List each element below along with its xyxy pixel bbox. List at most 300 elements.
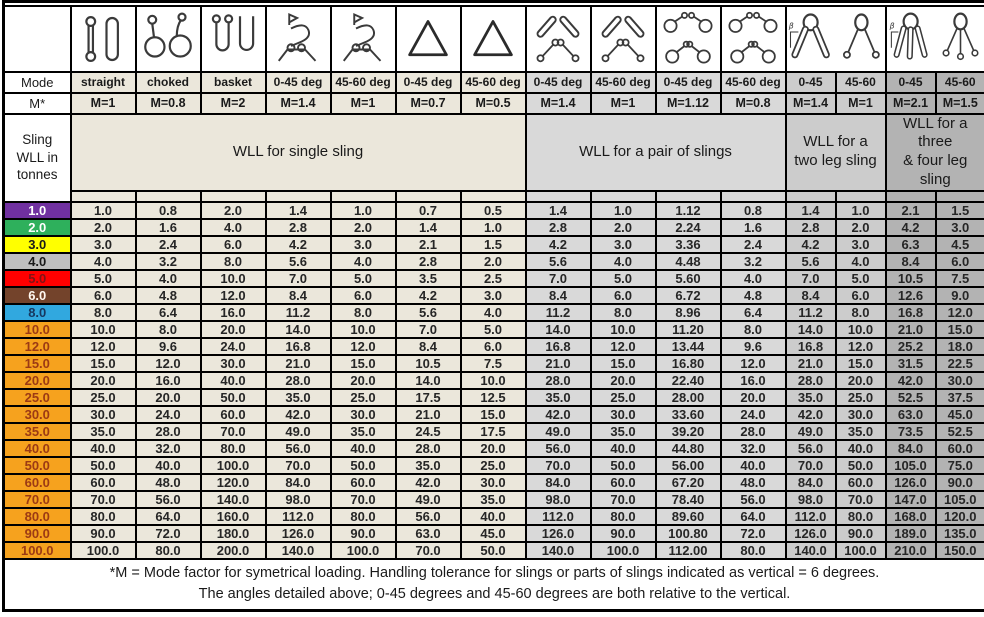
spacer-cell — [656, 191, 721, 202]
wll-value-cell: 5.0 — [591, 270, 656, 287]
wll-value-cell: 5.60 — [656, 270, 721, 287]
m-cell: M=1.4 — [526, 93, 591, 114]
row-wll-label: 25.0 — [4, 389, 71, 406]
wll-value-cell: 112.0 — [786, 508, 836, 525]
mode-cell: 0-45 deg — [656, 72, 721, 93]
mode-cell: 45-60 — [836, 72, 886, 93]
pair-choked-45-60-icon — [725, 9, 781, 69]
wll-value-cell: 35.0 — [266, 389, 331, 406]
spacer-cell — [461, 191, 526, 202]
row-wll-label: 2.0 — [4, 219, 71, 236]
wll-value-cell: 4.0 — [331, 253, 396, 270]
wll-value-cell: 15.0 — [591, 355, 656, 372]
wll-value-cell: 8.96 — [656, 304, 721, 321]
wll-value-cell: 6.0 — [591, 287, 656, 304]
two-leg-sling-cell — [786, 6, 886, 72]
m-cell: M=1 — [591, 93, 656, 114]
wll-value-cell: 140.0 — [201, 491, 266, 508]
wll-value-cell: 44.80 — [656, 440, 721, 457]
row-wll-label: 10.0 — [4, 321, 71, 338]
wll-value-cell: 140.0 — [786, 542, 836, 559]
m-cell: M=0.5 — [461, 93, 526, 114]
wll-value-cell: 180.0 — [201, 525, 266, 542]
wll-value-cell: 15.0 — [71, 355, 136, 372]
wll-value-cell: 7.0 — [396, 321, 461, 338]
wll-value-cell: 40.0 — [136, 457, 201, 474]
mode-cell: 45-60 deg — [721, 72, 786, 93]
mode-row-label: Mode — [4, 72, 71, 93]
wll-value-cell: 100.0 — [331, 542, 396, 559]
wll-value-cell: 2.8 — [786, 219, 836, 236]
wll-value-cell: 63.0 — [886, 406, 936, 423]
wll-value-cell: 56.00 — [656, 457, 721, 474]
wll-value-cell: 105.0 — [936, 491, 984, 508]
wll-value-cell: 49.0 — [526, 423, 591, 440]
wll-value-cell: 40.0 — [591, 440, 656, 457]
corner-cell — [4, 6, 71, 72]
wll-value-cell: 14.0 — [526, 321, 591, 338]
wll-value-cell: 8.4 — [266, 287, 331, 304]
wll-value-cell: 168.0 — [886, 508, 936, 525]
wll-value-cell: 3.2 — [721, 253, 786, 270]
table-row — [4, 372, 984, 389]
wll-value-cell: 60.0 — [71, 474, 136, 491]
spacer-cell — [331, 191, 396, 202]
pair-choked-45-60-cell — [721, 6, 786, 72]
wll-value-cell: 80.0 — [836, 508, 886, 525]
wll-value-cell: 25.0 — [836, 389, 886, 406]
wll-value-cell: 24.5 — [396, 423, 461, 440]
wll-value-cell: 10.0 — [461, 372, 526, 389]
m-cell: M=0.8 — [136, 93, 201, 114]
wll-value-cell: 22.40 — [656, 372, 721, 389]
wll-value-cell: 3.2 — [136, 253, 201, 270]
wll-value-cell: 10.0 — [71, 321, 136, 338]
left-header — [4, 114, 71, 202]
table-row — [4, 338, 984, 355]
wll-value-cell: 4.48 — [656, 253, 721, 270]
table-row — [4, 525, 984, 542]
svg-text:β: β — [889, 21, 895, 30]
wll-value-cell: 100.0 — [201, 457, 266, 474]
wll-value-cell: 8.0 — [721, 321, 786, 338]
wll-value-cell: 52.5 — [886, 389, 936, 406]
wll-value-cell: 4.2 — [396, 287, 461, 304]
wll-value-cell: 49.0 — [396, 491, 461, 508]
wll-value-cell: 0.7 — [396, 202, 461, 219]
wll-value-cell: 35.0 — [396, 457, 461, 474]
table-row — [4, 457, 984, 474]
wll-value-cell: 90.0 — [331, 525, 396, 542]
row-wll-label: 30.0 — [4, 406, 71, 423]
wll-value-cell: 24.0 — [721, 406, 786, 423]
wll-value-cell: 11.2 — [526, 304, 591, 321]
wll-value-cell: 75.0 — [936, 457, 984, 474]
wll-value-cell: 50.0 — [461, 542, 526, 559]
m-cell: M=1.5 — [936, 93, 984, 114]
wll-value-cell: 0.8 — [721, 202, 786, 219]
wll-value-cell: 16.8 — [526, 338, 591, 355]
wll-value-cell: 25.2 — [886, 338, 936, 355]
wll-value-cell: 5.0 — [836, 270, 886, 287]
mode-cell: 45-60 deg — [591, 72, 656, 93]
wll-value-cell: 70.0 — [591, 491, 656, 508]
wll-value-cell: 2.0 — [461, 253, 526, 270]
wll-value-cell: 15.0 — [936, 321, 984, 338]
wll-value-cell: 56.0 — [721, 491, 786, 508]
wll-value-cell: 1.12 — [656, 202, 721, 219]
wll-value-cell: 2.0 — [591, 219, 656, 236]
row-wll-label: 3.0 — [4, 236, 71, 253]
wll-value-cell: 32.0 — [721, 440, 786, 457]
wll-value-cell: 5.6 — [266, 253, 331, 270]
pair-straight-45-60-cell — [591, 6, 656, 72]
wll-value-cell: 64.0 — [136, 508, 201, 525]
table-row — [4, 389, 984, 406]
table-row — [4, 508, 984, 525]
wll-value-cell: 84.0 — [266, 474, 331, 491]
left-header-line: tonnes — [16, 167, 58, 183]
wll-value-cell: 4.8 — [136, 287, 201, 304]
wll-value-cell: 3.0 — [71, 236, 136, 253]
wll-value-cell: 45.0 — [461, 525, 526, 542]
wll-value-cell: 14.0 — [786, 321, 836, 338]
wll-value-cell: 6.0 — [936, 253, 984, 270]
wll-value-cell: 80.0 — [201, 440, 266, 457]
wll-value-cell: 9.0 — [936, 287, 984, 304]
table-row — [4, 542, 984, 559]
wll-value-cell: 73.5 — [886, 423, 936, 440]
wll-value-cell: 84.0 — [786, 474, 836, 491]
wll-value-cell: 5.6 — [526, 253, 591, 270]
wll-value-cell: 6.4 — [721, 304, 786, 321]
wll-value-cell: 60.0 — [591, 474, 656, 491]
wll-value-cell: 2.0 — [201, 202, 266, 219]
wll-value-cell: 8.0 — [836, 304, 886, 321]
wll-value-cell: 42.0 — [786, 406, 836, 423]
wll-value-cell: 5.0 — [71, 270, 136, 287]
wll-value-cell: 28.0 — [266, 372, 331, 389]
wll-value-cell: 3.0 — [936, 219, 984, 236]
table-row — [4, 270, 984, 287]
wll-value-cell: 98.0 — [786, 491, 836, 508]
wll-value-cell: 60.0 — [836, 474, 886, 491]
section-header-text: & four leg sling — [903, 152, 968, 188]
m-cell: M=0.8 — [721, 93, 786, 114]
m-cell: M=1 — [71, 93, 136, 114]
wll-value-cell: 56.0 — [136, 491, 201, 508]
wll-value-cell: 20.0 — [331, 372, 396, 389]
wll-value-cell: 20.0 — [201, 321, 266, 338]
choked-sling-icon — [140, 9, 196, 69]
wll-value-cell: 70.0 — [266, 457, 331, 474]
spacer-cell — [201, 191, 266, 202]
wll-value-cell: 1.4 — [786, 202, 836, 219]
wll-value-cell: 200.0 — [201, 542, 266, 559]
wll-value-cell: 11.2 — [266, 304, 331, 321]
wll-value-cell: 21.0 — [266, 355, 331, 372]
wll-value-cell: 64.0 — [721, 508, 786, 525]
wll-value-cell: 12.0 — [201, 287, 266, 304]
wll-value-cell: 4.0 — [201, 219, 266, 236]
wll-value-cell: 3.0 — [461, 287, 526, 304]
wll-value-cell: 50.0 — [201, 389, 266, 406]
wll-value-cell: 189.0 — [886, 525, 936, 542]
row-wll-label: 35.0 — [4, 423, 71, 440]
wll-value-cell: 28.0 — [136, 423, 201, 440]
wll-value-cell: 89.60 — [656, 508, 721, 525]
spacer-cell — [591, 191, 656, 202]
wll-value-cell: 90.0 — [71, 525, 136, 542]
wll-value-cell: 67.20 — [656, 474, 721, 491]
wll-value-cell: 21.0 — [786, 355, 836, 372]
wll-value-cell: 30.0 — [201, 355, 266, 372]
table-row — [4, 287, 984, 304]
wll-value-cell: 40.0 — [721, 457, 786, 474]
wll-value-cell: 30.0 — [331, 406, 396, 423]
pair-straight-0-45-icon — [530, 9, 586, 69]
wll-value-cell: 72.0 — [721, 525, 786, 542]
wll-value-cell: 3.0 — [591, 236, 656, 253]
wll-value-cell: 63.0 — [396, 525, 461, 542]
wll-value-cell: 8.0 — [331, 304, 396, 321]
m-cell: M=0.7 — [396, 93, 461, 114]
wll-value-cell: 12.0 — [836, 338, 886, 355]
wll-value-cell: 40.0 — [71, 440, 136, 457]
wll-value-cell: 33.60 — [656, 406, 721, 423]
wll-value-cell: 120.0 — [936, 508, 984, 525]
wll-value-cell: 6.72 — [656, 287, 721, 304]
wll-value-cell: 18.0 — [936, 338, 984, 355]
row-wll-label: 70.0 — [4, 491, 71, 508]
wll-value-cell: 150.0 — [936, 542, 984, 559]
wll-value-cell: 14.0 — [266, 321, 331, 338]
wll-value-cell: 30.0 — [836, 406, 886, 423]
wll-value-cell: 42.0 — [266, 406, 331, 423]
wll-value-cell: 12.0 — [136, 355, 201, 372]
wll-value-cell: 8.4 — [396, 338, 461, 355]
wll-value-cell: 1.0 — [836, 202, 886, 219]
wll-value-cell: 28.0 — [526, 372, 591, 389]
wll-value-cell: 31.5 — [886, 355, 936, 372]
wll-value-cell: 7.5 — [461, 355, 526, 372]
row-wll-label: 20.0 — [4, 372, 71, 389]
wll-value-cell: 15.0 — [331, 355, 396, 372]
section-header-multileg — [886, 114, 984, 191]
wll-value-cell: 15.0 — [461, 406, 526, 423]
table-row — [4, 423, 984, 440]
wll-value-cell: 5.0 — [461, 321, 526, 338]
wll-value-cell: 4.2 — [526, 236, 591, 253]
basket-sling-cell — [201, 6, 266, 72]
wll-value-cell: 147.0 — [886, 491, 936, 508]
mode-cell: basket — [201, 72, 266, 93]
wll-value-cell: 80.0 — [71, 508, 136, 525]
pair-straight-0-45-cell — [526, 6, 591, 72]
m-cell: M=1.4 — [786, 93, 836, 114]
wll-value-cell: 12.6 — [886, 287, 936, 304]
wll-value-cell: 11.20 — [656, 321, 721, 338]
mode-cell: 45-60 deg — [461, 72, 526, 93]
wll-value-cell: 28.0 — [396, 440, 461, 457]
choked-sling-cell — [136, 6, 201, 72]
wll-value-cell: 126.0 — [526, 525, 591, 542]
wll-value-cell: 7.0 — [526, 270, 591, 287]
wll-value-cell: 20.0 — [721, 389, 786, 406]
mode-cell: 45-60 deg — [331, 72, 396, 93]
wll-value-cell: 70.0 — [201, 423, 266, 440]
triangle-0-45-cell — [396, 6, 461, 72]
wll-value-cell: 140.0 — [526, 542, 591, 559]
wll-value-cell: 25.0 — [591, 389, 656, 406]
wll-value-cell: 80.0 — [136, 542, 201, 559]
wll-value-cell: 28.0 — [721, 423, 786, 440]
basket-sling-icon — [205, 9, 261, 69]
wll-value-cell: 28.00 — [656, 389, 721, 406]
row-wll-label: 80.0 — [4, 508, 71, 525]
row-wll-label: 12.0 — [4, 338, 71, 355]
spacer-cell — [836, 191, 886, 202]
wll-value-cell: 8.0 — [136, 321, 201, 338]
icon-row — [4, 6, 984, 72]
section-header-text: two leg sling — [794, 152, 877, 169]
wll-value-cell: 12.0 — [331, 338, 396, 355]
mode-factor-row — [4, 93, 984, 114]
spacer-cell — [786, 191, 836, 202]
wll-value-cell: 3.5 — [396, 270, 461, 287]
wll-value-cell: 0.8 — [136, 202, 201, 219]
hook-45-60-cell — [331, 6, 396, 72]
hook-0-45-cell — [266, 6, 331, 72]
wll-value-cell: 4.0 — [721, 270, 786, 287]
wll-value-cell: 210.0 — [886, 542, 936, 559]
wll-value-cell: 10.0 — [201, 270, 266, 287]
wll-value-cell: 60.0 — [331, 474, 396, 491]
wll-value-cell: 10.0 — [591, 321, 656, 338]
wll-value-cell: 2.24 — [656, 219, 721, 236]
wll-value-cell: 12.0 — [721, 355, 786, 372]
hook-45-60-icon — [335, 9, 391, 69]
wll-value-cell: 100.0 — [836, 542, 886, 559]
wll-value-cell: 42.0 — [886, 372, 936, 389]
wll-value-cell: 8.4 — [786, 287, 836, 304]
wll-value-cell: 4.0 — [591, 253, 656, 270]
wll-value-cell: 70.0 — [526, 457, 591, 474]
wll-value-cell: 35.0 — [331, 423, 396, 440]
wll-value-cell: 2.8 — [266, 219, 331, 236]
m-cell: M=2 — [201, 93, 266, 114]
mode-cell: 0-45 — [886, 72, 936, 93]
spacer-cell — [396, 191, 461, 202]
wll-value-cell: 30.0 — [936, 372, 984, 389]
wll-value-cell: 8.4 — [886, 253, 936, 270]
wll-value-cell: 28.0 — [786, 372, 836, 389]
wll-value-cell: 20.0 — [71, 372, 136, 389]
wll-value-cell: 9.6 — [136, 338, 201, 355]
table-row — [4, 219, 984, 236]
wll-value-cell: 2.0 — [836, 219, 886, 236]
triangle-45-60-icon — [465, 9, 521, 69]
pair-straight-45-60-icon — [595, 9, 651, 69]
table-row — [4, 236, 984, 253]
wll-value-cell: 16.0 — [136, 372, 201, 389]
wll-value-cell: 72.0 — [136, 525, 201, 542]
wll-value-cell: 16.8 — [266, 338, 331, 355]
wll-value-cell: 78.40 — [656, 491, 721, 508]
wll-value-cell: 112.0 — [526, 508, 591, 525]
wll-value-cell: 5.0 — [331, 270, 396, 287]
section-header-text: WLL for a — [803, 133, 868, 151]
wll-value-cell: 70.0 — [836, 491, 886, 508]
wll-value-cell: 80.0 — [331, 508, 396, 525]
wll-value-cell: 84.0 — [886, 440, 936, 457]
wll-value-cell: 7.0 — [266, 270, 331, 287]
wll-value-cell: 50.0 — [836, 457, 886, 474]
wll-value-cell: 35.0 — [71, 423, 136, 440]
wll-value-cell: 40.0 — [836, 440, 886, 457]
wll-value-cell: 98.0 — [266, 491, 331, 508]
straight-sling-icon — [75, 9, 131, 69]
row-wll-label: 40.0 — [4, 440, 71, 457]
wll-value-cell: 6.0 — [836, 287, 886, 304]
wll-value-cell: 20.0 — [836, 372, 886, 389]
sling-wll-table — [2, 0, 984, 612]
wll-value-cell: 30.0 — [591, 406, 656, 423]
section-header-twoleg — [786, 114, 886, 191]
table-row — [4, 474, 984, 491]
wll-value-cell: 2.5 — [461, 270, 526, 287]
wll-value-cell: 4.2 — [886, 219, 936, 236]
wll-value-cell: 1.0 — [461, 219, 526, 236]
wll-value-cell: 90.0 — [591, 525, 656, 542]
wll-value-cell: 4.8 — [721, 287, 786, 304]
footnote-line-2: The angles detailed above; 0-45 degrees and 45-60 degrees are both relative to the vertical. — [198, 586, 791, 603]
wll-value-cell: 48.0 — [136, 474, 201, 491]
wll-value-cell: 16.8 — [786, 338, 836, 355]
wll-value-cell: 49.0 — [786, 423, 836, 440]
wll-value-cell: 135.0 — [936, 525, 984, 542]
wll-value-cell: 3.0 — [836, 236, 886, 253]
wll-value-cell: 40.0 — [201, 372, 266, 389]
wll-value-cell: 48.0 — [721, 474, 786, 491]
wll-value-cell: 6.0 — [331, 287, 396, 304]
wll-value-cell: 90.0 — [936, 474, 984, 491]
wll-value-cell: 56.0 — [396, 508, 461, 525]
hook-0-45-icon — [270, 9, 326, 69]
straight-sling-cell — [71, 6, 136, 72]
wll-value-cell: 35.0 — [461, 491, 526, 508]
wll-value-cell: 24.0 — [136, 406, 201, 423]
wll-value-cell: 10.5 — [886, 270, 936, 287]
footnote-line-1: *M = Mode factor for symetrical loading. Handling tolerance for slings or parts of slings indicated as vertical = 6 degrees. — [109, 564, 880, 581]
row-wll-label: 1.0 — [4, 202, 71, 219]
wll-value-cell: 6.0 — [461, 338, 526, 355]
row-wll-label: 90.0 — [4, 525, 71, 542]
wll-value-cell: 12.0 — [71, 338, 136, 355]
wll-value-cell: 40.0 — [461, 508, 526, 525]
wll-value-cell: 8.0 — [201, 253, 266, 270]
mode-cell: choked — [136, 72, 201, 93]
wll-value-cell: 56.0 — [786, 440, 836, 457]
wll-value-cell: 25.0 — [461, 457, 526, 474]
wll-value-cell: 1.0 — [71, 202, 136, 219]
wll-value-cell: 20.0 — [591, 372, 656, 389]
wll-value-cell: 12.5 — [461, 389, 526, 406]
m-cell: M=2.1 — [886, 93, 936, 114]
wll-value-cell: 2.8 — [526, 219, 591, 236]
triangle-45-60-cell — [461, 6, 526, 72]
wll-value-cell: 70.0 — [331, 491, 396, 508]
